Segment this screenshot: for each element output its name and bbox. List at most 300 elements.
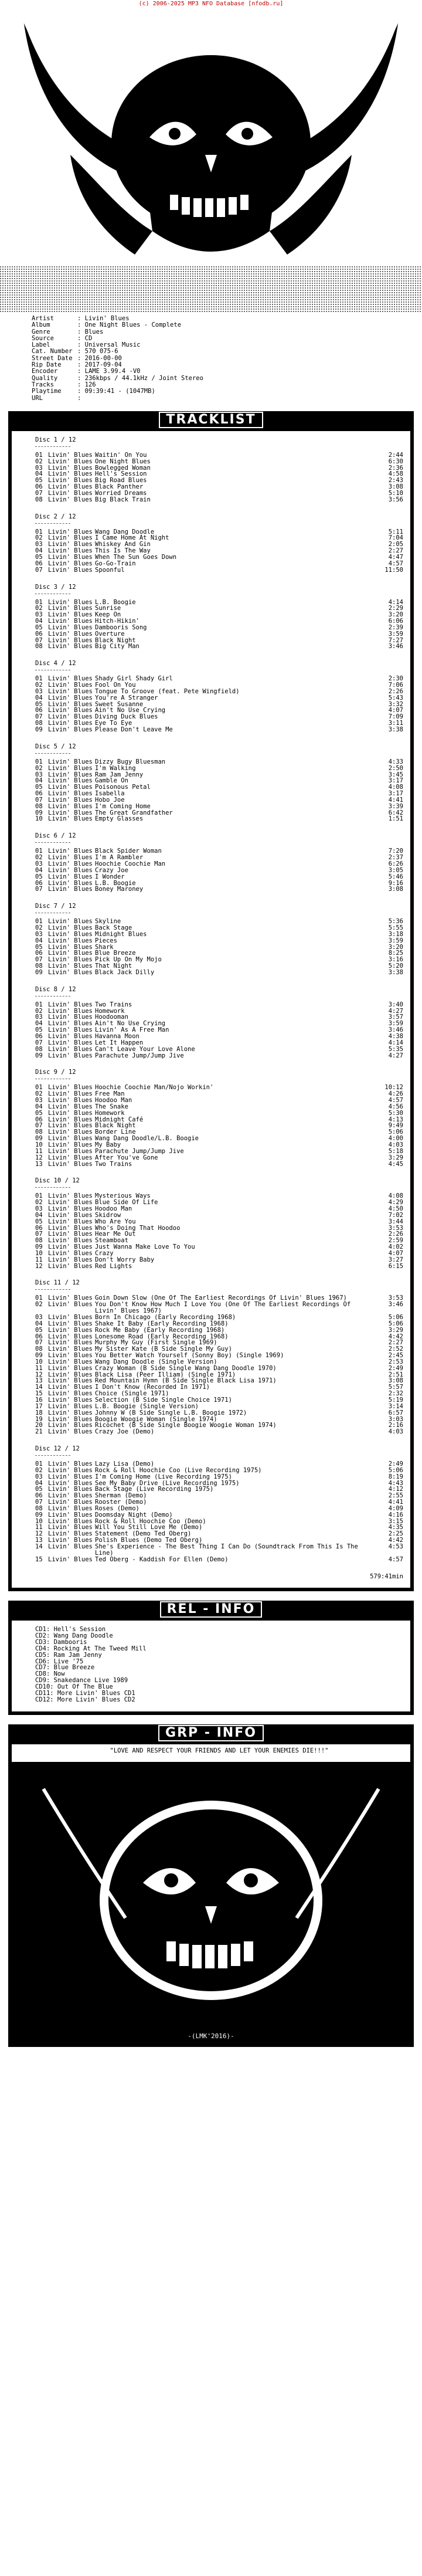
track-duration: 2:36 [388,464,403,472]
track-row [35,1365,403,1372]
track-duration: 5:19 [388,1396,403,1404]
track-row [35,1557,403,1563]
track-duration: 5:11 [388,528,403,535]
track-artist: Livin' Blues [48,1256,93,1263]
track-artist: Livin' Blues [48,790,93,798]
track-duration: 4:33 [388,758,403,765]
disc-section [35,1069,403,1167]
track-number: 08 [35,720,43,727]
track-title: Tongue To Groove (feat. Pete Wingfield) [95,687,240,695]
track-number: 04 [35,937,43,944]
track-artist: Livin' Blues [48,1224,93,1232]
track-duration: 4:08 [388,784,403,791]
track-number: 02 [35,1007,43,1015]
track-number: 02 [35,1301,43,1309]
track-duration: 9:16 [388,879,403,887]
track-number: 10 [35,1358,43,1365]
track-title: Wang Dang Doodle/L.B. Boogie [95,1135,199,1143]
track-title: Crazy Joe (Demo) [95,1428,155,1436]
track-number: 02 [35,457,43,465]
track-duration: 4:50 [388,1205,403,1213]
track-duration: 5:57 [388,1384,403,1391]
track-number: 05 [35,1109,43,1117]
track-number: 08 [35,643,43,650]
track-title: My Sister Kate (B Side Single My Guy) [95,1345,232,1353]
track-duration: 2:55 [388,1492,403,1500]
track-number: 01 [35,1192,43,1200]
info-key: Quality [32,374,58,382]
track-artist: Livin' Blues [48,873,93,880]
track-duration: 6:57 [388,1409,403,1416]
track-artist: Livin' Blues [48,1052,93,1059]
track-row [35,631,403,638]
track-number: 08 [35,1045,43,1053]
track-artist: Livin' Blues [48,930,93,938]
rel-info-line: CD3: Dambooris [35,1639,87,1646]
track-title: Goin Down Slow (One Of The Earliest Recordings Of Livin' Blues 1967) [95,1294,347,1302]
track-artist: Livin' Blues [48,764,93,772]
track-duration: 4:27 [388,1007,403,1015]
track-title: L.B. Boogie [95,879,136,887]
track-title: One Night Blues [95,457,151,465]
info-value: Blues [84,328,104,335]
info-row: Source : CD [32,334,93,342]
nfodb-banner[interactable]: (c) 2006-2025 MP3 NFO Database [nfodb.ru] [138,1,284,7]
track-number: 06 [35,707,43,714]
track-row [35,938,403,944]
track-title: Hoodooman [95,1014,128,1021]
track-title: Ricochet (B Side Single Boogie Woogie Woman 1974) [95,1422,277,1429]
track-title: Sunrise [95,605,121,612]
track-title: My Baby [95,1141,121,1148]
track-artist: Livin' Blues [48,618,93,625]
track-title: Ram Jam Jenny [95,771,144,778]
track-artist: Livin' Blues [48,1294,93,1302]
track-artist: Livin' Blues [48,1530,93,1538]
track-artist: Livin' Blues [48,464,93,472]
track-number: 01 [35,918,43,926]
tracklist-box [8,429,414,1592]
track-row [35,816,403,822]
track-number: 08 [35,962,43,970]
track-duration: 3:59 [388,630,403,638]
tracklist-header [8,411,414,429]
track-title: Polish Blues (Demo Ted Oberg) [95,1537,203,1544]
track-title: Can't Leave Your Love Alone [95,1045,195,1053]
track-artist: Livin' Blues [48,489,93,497]
track-duration: 4:14 [388,598,403,606]
track-title: Sherman (Demo) [95,1492,147,1500]
track-number: 12 [35,1530,43,1538]
info-row: Label : Universal Music [32,341,141,349]
track-artist: Livin' Blues [48,1320,93,1327]
track-artist: Livin' Blues [48,643,93,650]
track-title: Crazy [95,1249,114,1257]
track-duration: 5:35 [388,1045,403,1053]
track-duration: 3:17 [388,777,403,785]
track-number: 09 [35,1243,43,1251]
track-duration: 4:07 [388,1249,403,1257]
track-number: 01 [35,1001,43,1008]
track-number: 02 [35,1090,43,1098]
track-artist: Livin' Blues [48,1402,93,1410]
track-artist: Livin' Blues [48,1326,93,1334]
track-title: Bowlegged Woman [95,464,151,472]
track-number: 05 [35,1218,43,1225]
track-row [35,1301,403,1314]
track-artist: Livin' Blues [48,1160,93,1168]
track-number: 02 [35,534,43,542]
track-artist: Livin' Blues [48,1039,93,1046]
track-number: 15 [35,1390,43,1398]
track-artist: Livin' Blues [48,720,93,727]
track-title: You're A Stranger [95,694,158,701]
track-artist: Livin' Blues [48,1364,93,1372]
track-artist: Livin' Blues [48,1384,93,1391]
track-artist: Livin' Blues [48,962,93,970]
disc-list [35,437,403,1563]
track-artist: Livin' Blues [48,1479,93,1487]
release-info-block [0,313,422,402]
track-duration: 2:44 [388,451,403,459]
track-duration: 2:05 [388,541,403,548]
track-artist: Livin' Blues [48,1499,93,1506]
track-artist: Livin' Blues [48,566,93,574]
track-artist: Livin' Blues [48,784,93,791]
track-number: 10 [35,1517,43,1525]
track-title: The Great Grandfather [95,809,173,816]
track-duration: 1:51 [388,815,403,823]
disc-title: Disc 6 / 12 [35,832,76,840]
track-title: Roses (Demo) [95,1504,139,1512]
track-artist: Livin' Blues [48,956,93,964]
rel-info-line: CD11: More Livin' Blues CD1 [35,1689,135,1697]
track-duration: 4:09 [388,1504,403,1512]
info-value: One Night Blues - Complete [84,321,182,329]
track-artist: Livin' Blues [48,1428,93,1436]
track-duration: 3:59 [388,1020,403,1028]
track-number: 04 [35,1103,43,1110]
track-number: 08 [35,802,43,810]
track-duration: 6:42 [388,809,403,816]
track-title: She's Experience - The Best Thing I Can Do (Soundtrack From This Is The Line) [95,1543,362,1557]
track-artist: Livin' Blues [48,713,93,721]
disc-title: Disc 12 / 12 [35,1445,80,1453]
disc-title: Disc 2 / 12 [35,513,76,520]
info-row: Genre : Blues [32,328,104,335]
bottom-skull-graphic [8,1765,414,2047]
track-title: Hoodoo Man [95,1097,132,1104]
track-artist: Livin' Blues [48,879,93,887]
track-artist: Livin' Blues [48,1543,93,1551]
track-number: 16 [35,1396,43,1404]
track-title: Ted Oberg - Kaddish For Ellen (Demo) [95,1555,229,1563]
disc-section [35,833,403,893]
track-title: Eye To Eye [95,720,132,727]
track-number: 09 [35,1052,43,1059]
track-duration: 4:26 [388,1090,403,1098]
track-title: Black Jack Dilly [95,968,155,976]
track-artist: Livin' Blues [48,1218,93,1225]
track-artist: Livin' Blues [48,1014,93,1021]
track-row [35,804,403,810]
track-number: 07 [35,1039,43,1046]
track-number: 18 [35,1409,43,1416]
track-title: Murphy My Guy (First Single 1969) [95,1339,217,1347]
rel-info-line: CD4: Rocking At The Tweed Mill [35,1645,147,1652]
track-artist: Livin' Blues [48,937,93,944]
track-duration: 3:46 [388,643,403,650]
track-number: 03 [35,464,43,472]
track-duration: 4:42 [388,1333,403,1340]
track-duration: 2:49 [388,1460,403,1468]
track-title: Poisonous Petal [95,784,151,791]
track-title: Two Trains [95,1160,132,1168]
skull-ascii-art [0,8,422,313]
track-artist: Livin' Blues [48,860,93,867]
track-artist: Livin' Blues [48,1135,93,1143]
disc-section [35,660,403,733]
track-duration: 4:58 [388,470,403,478]
track-title: Shark [95,943,114,951]
track-title: Statement (Demo Ted Oberg) [95,1530,192,1538]
track-title: Worried Dreams [95,489,147,497]
track-artist: Livin' Blues [48,796,93,804]
track-duration: 5:06 [388,1320,403,1327]
track-row [35,1263,403,1270]
track-title: Wang Dang Doodle (Single Version) [95,1358,217,1365]
track-duration: 2:27 [388,1339,403,1347]
track-title: Pick Up On My Mojo [95,956,162,964]
track-title: Red Mountain Hymn (B Side Single Black Lisa 1971) [95,1377,277,1385]
track-title: Midnight Café [95,1116,144,1123]
track-duration: 3:18 [388,930,403,938]
track-artist: Livin' Blues [48,496,93,503]
track-number: 05 [35,1026,43,1034]
track-title: Let It Happen [95,1039,144,1046]
track-artist: Livin' Blues [48,1237,93,1245]
track-number: 08 [35,1345,43,1353]
rel-info-line: CD5: Ram Jam Jenny [35,1651,102,1659]
track-title: Black Night [95,636,136,644]
info-row: Street Date : 2016-00-00 [32,354,122,362]
track-title: Steamboat [95,1237,128,1245]
disc-section [35,987,403,1059]
track-number: 07 [35,1122,43,1130]
track-title: Choice (Single 1971) [95,1390,169,1398]
track-artist: Livin' Blues [48,1084,93,1092]
track-duration: 3:38 [388,726,403,734]
track-title: I'm Walking [95,764,136,772]
track-number: 05 [35,623,43,631]
track-artist: Livin' Blues [48,636,93,644]
track-number: 02 [35,764,43,772]
track-duration: 11:50 [384,566,403,574]
track-artist: Livin' Blues [48,1122,93,1130]
track-title: Black Spider Woman [95,848,162,855]
track-duration: 2:39 [388,623,403,631]
track-number: 03 [35,1473,43,1480]
info-value: Livin' Blues [84,315,130,322]
track-number: 06 [35,1333,43,1340]
track-duration: 4:29 [388,1199,403,1206]
track-number: 01 [35,848,43,855]
track-artist: Livin' Blues [48,1001,93,1008]
track-title: L.B. Boogie [95,598,136,606]
track-duration: 3:08 [388,1377,403,1385]
track-title: Crazy Woman (B Side Single Wang Dang Doodle 1970) [95,1364,277,1372]
track-number: 12 [35,1262,43,1270]
track-number: 14 [35,1384,43,1391]
track-number: 12 [35,1154,43,1161]
track-artist: Livin' Blues [48,1128,93,1136]
track-artist: Livin' Blues [48,1409,93,1416]
track-duration: 3:59 [388,937,403,944]
track-artist: Livin' Blues [48,848,93,855]
track-number: 07 [35,566,43,574]
track-row [35,1410,403,1416]
track-duration: 5:46 [388,873,403,880]
track-row [35,970,403,976]
track-artist: Livin' Blues [48,528,93,535]
track-artist: Livin' Blues [48,809,93,816]
track-artist: Livin' Blues [48,815,93,823]
track-artist: Livin' Blues [48,1358,93,1365]
track-duration: 4:27 [388,1052,403,1059]
rel-info-line: CD2: Wang Dang Doodle [35,1632,113,1640]
track-duration: 3:11 [388,720,403,727]
track-title: Spoonful [95,566,125,574]
track-artist: Livin' Blues [48,726,93,734]
track-row [35,1046,403,1053]
track-artist: Livin' Blues [48,611,93,619]
track-number: 10 [35,1141,43,1148]
track-title: Sweet Susanne [95,700,144,708]
track-number: 01 [35,1460,43,1468]
track-title: That Night [95,962,132,970]
track-title: Hear Me Out [95,1231,136,1238]
track-number: 08 [35,1128,43,1136]
track-number: 09 [35,968,43,976]
grp-info-box [8,1742,414,1766]
track-number: 05 [35,1486,43,1493]
track-title: Lazy Lisa (Demo) [95,1460,155,1468]
track-number: 11 [35,1147,43,1155]
track-duration: 3:14 [388,1402,403,1410]
track-duration: 3:46 [388,1026,403,1034]
track-artist: Livin' Blues [48,1147,93,1155]
track-number: 07 [35,1339,43,1347]
track-title: Born In Chicago (Early Recording 1968) [95,1314,236,1321]
track-artist: Livin' Blues [48,477,93,484]
track-number: 05 [35,943,43,951]
footer-tag: -(LMK'2016)- [188,2032,234,2041]
track-number: 02 [35,1466,43,1474]
track-title: Big Black Train [95,496,151,503]
track-title: Just Wanna Make Love To You [95,1243,195,1251]
track-title: Dizzy Bugy Bluesman [95,758,166,765]
track-duration: 4:38 [388,1033,403,1040]
track-artist: Livin' Blues [48,1524,93,1531]
track-row [35,1544,403,1557]
track-artist: Livin' Blues [48,1537,93,1544]
info-key: Genre [32,328,50,335]
track-duration: 8:19 [388,1473,403,1480]
track-artist: Livin' Blues [48,534,93,542]
track-artist: Livin' Blues [48,1352,93,1360]
track-title: Pieces [95,937,117,944]
track-number: 05 [35,1326,43,1334]
track-number: 05 [35,477,43,484]
disc-title: Disc 1 / 12 [35,436,76,443]
greeting-text: "LOVE AND RESPECT YOUR FRIENDS AND LET YOUR ENEMIES DIE!!!" [110,1747,329,1754]
track-artist: Livin' Blues [48,694,93,701]
track-artist: Livin' Blues [48,1371,93,1378]
info-value: 126 [84,381,96,388]
track-number: 08 [35,496,43,503]
track-artist: Livin' Blues [48,758,93,765]
track-title: Hoochie Coochie Man/Nojo Workin' [95,1084,214,1092]
disc-title: Disc 11 / 12 [35,1279,80,1287]
track-duration: 7:20 [388,848,403,855]
track-number: 06 [35,1224,43,1232]
track-duration: 2:37 [388,854,403,862]
track-number: 11 [35,1256,43,1263]
track-title: Selection (B Side Single Choice 1971) [95,1396,232,1404]
track-title: Havanna Moon [95,1033,139,1040]
track-artist: Livin' Blues [48,682,93,689]
track-title: Free Man [95,1090,125,1098]
track-artist: Livin' Blues [48,1097,93,1104]
track-duration: 4:07 [388,707,403,714]
track-artist: Livin' Blues [48,1377,93,1385]
track-row [35,886,403,893]
track-duration: 2:53 [388,1358,403,1365]
rel-info-line: CD9: Snakedance Live 1989 [35,1677,128,1684]
track-number: 03 [35,687,43,695]
track-number: 07 [35,713,43,721]
track-number: 13 [35,1160,43,1168]
track-title: Keep On [95,611,121,619]
track-artist: Livin' Blues [48,560,93,567]
track-artist: Livin' Blues [48,1466,93,1474]
track-title: Big City Man [95,643,139,650]
track-number: 06 [35,560,43,567]
track-duration: 2:26 [388,687,403,695]
track-number: 13 [35,1377,43,1385]
track-duration: 3:29 [388,1326,403,1334]
disc-section [35,1446,403,1563]
track-number: 06 [35,483,43,491]
info-value: Universal Music [84,341,141,349]
track-duration: 3:27 [388,1256,403,1263]
info-key: Rip Date [32,361,62,369]
track-number: 01 [35,598,43,606]
track-title: Fool On You [95,682,136,689]
track-number: 20 [35,1422,43,1429]
track-number: 17 [35,1402,43,1410]
track-title: You Don't Know How Much I Love You (One Of The Earliest Recordings Of Livin' Blues 1967) [95,1301,355,1315]
track-title: Lonesome Road (Early Recording 1968) [95,1333,229,1340]
track-duration: 2:51 [388,1371,403,1378]
track-artist: Livin' Blues [48,1141,93,1148]
track-title: Rock Me Baby (Early Recording 1968) [95,1326,225,1334]
track-duration: 3:32 [388,700,403,708]
info-key: Album [32,321,50,329]
track-title: Black Lisa (Peer Illiam) (Single 1971) [95,1371,236,1378]
track-title: See My Baby Drive (Live Recording 1975) [95,1479,240,1487]
rel-info-box [8,1618,414,1714]
